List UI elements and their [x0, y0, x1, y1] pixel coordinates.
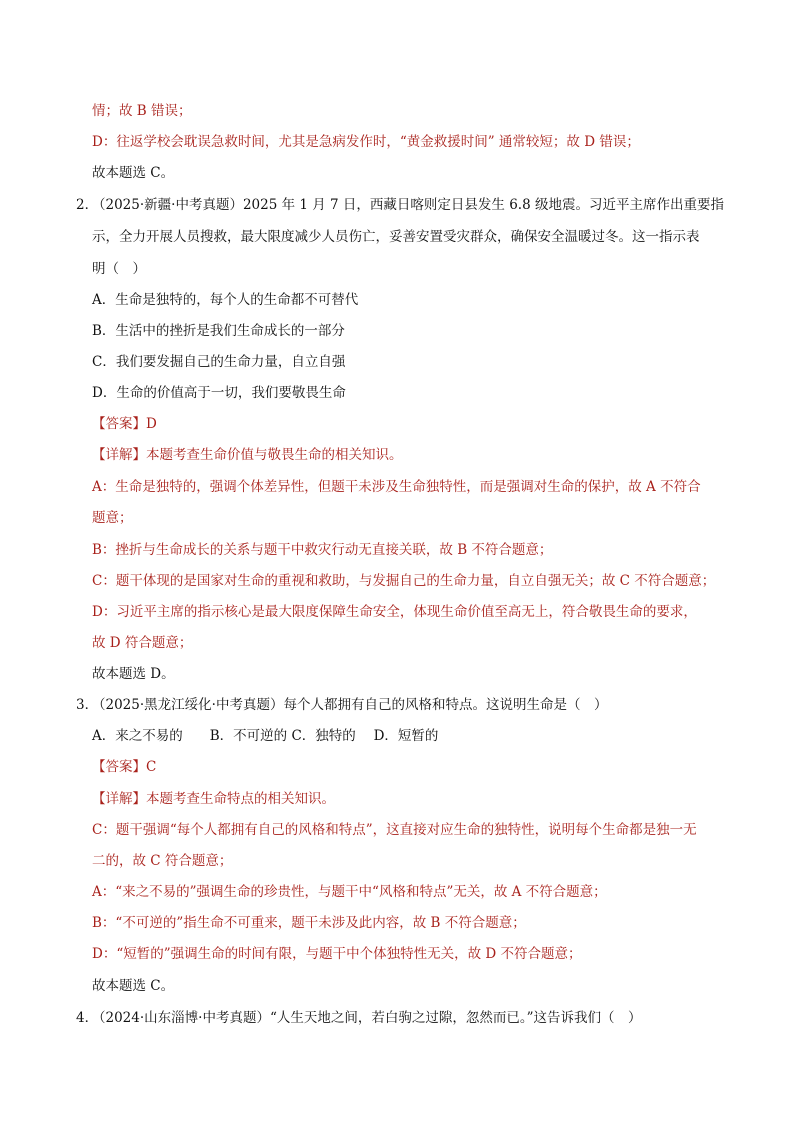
text-line: 故本题选 C。 [92, 165, 175, 181]
text-line: C：题干强调“每个人都拥有自己的风格和特点”，这直接对应生命的独特性，说明每个生命都是独一无 [92, 822, 697, 838]
text-line: D：往返学校会耽误急救时间，尤其是急病发作时，“黄金救援时间” 通常较短；故 D 错误； [92, 134, 640, 150]
text-line: 二的，故 C 符合题意； [92, 853, 233, 869]
text-line: 题意； [92, 510, 133, 526]
option-b: B．生活中的挫折是我们生命成长的一部分 [92, 323, 345, 339]
question-number: 4． [76, 1010, 99, 1026]
text-line: D：“短暂的”强调生命的时间有限，与题干中个体独特性无关，故 D 不符合题意； [92, 946, 582, 962]
question-number: 2． [76, 197, 99, 213]
option-d: D．生命的价值高于一切，我们要敬畏生命 [92, 385, 346, 401]
text-line: 明（ ） [92, 261, 146, 277]
question-stem: （2024·山东淄博·中考真题）“人生天地之间，若白驹之过隙，忽然而已。”这告诉我们（ ） [92, 1010, 642, 1026]
option-c: C．我们要发掘自己的生命力量，自立自强 [92, 354, 346, 370]
question-stem: （2025·新疆·中考真题）2025 年 1 月 7 日，西藏日喀则定日县发生 6.8 级地震。习近平主席作出重要指 [92, 197, 724, 213]
text-line: 故本题选 C。 [92, 978, 175, 994]
answer-label: 【答案】C [92, 759, 157, 775]
text-line: D：习近平主席的指示核心是最大限度保障生命安全，体现生命价值至高无上，符合敬畏生命的要求， [92, 604, 697, 620]
text-line: A：“来之不易的”强调生命的珍贵性，与题干中“风格和特点”无关，故 A 不符合题意； [92, 884, 607, 900]
options-row: A．来之不易的 B．不可逆的 C．独特的 D．短暂的 [92, 728, 439, 744]
explanation-heading: 【详解】本题考查生命特点的相关知识。 [92, 791, 335, 807]
text-line: 故本题选 D。 [92, 666, 175, 682]
text-line: A：生命是独特的，强调个体差异性，但题干未涉及生命独特性，而是强调对生命的保护，故 A 不符合 [92, 479, 701, 495]
text-line: C：题干体现的是国家对生命的重视和救助，与发掘自己的生命力量，自立自强无关；故 C 不符合题意； [92, 573, 716, 589]
text-line: 情；故 B 错误； [92, 103, 192, 119]
answer-label: 【答案】D [92, 416, 157, 432]
question-stem: （2025·黑龙江绥化·中考真题）每个人都拥有自己的风格和特点。这说明生命是（ ） [92, 697, 608, 713]
option-a: A．生命是独特的，每个人的生命都不可替代 [92, 292, 359, 308]
text-line: 故 D 符合题意； [92, 635, 193, 651]
text-line: B：“不可逆的”指生命不可重来，题干未涉及此内容，故 B 不符合题意； [92, 915, 526, 931]
text-line: 示，全力开展人员搜救，最大限度减少人员伤亡，妥善安置受灾群众，确保安全温暖过冬。这一指示表 [92, 229, 700, 245]
explanation-heading: 【详解】本题考查生命价值与敬畏生命的相关知识。 [92, 447, 403, 463]
question-number: 3． [76, 697, 99, 713]
text-line: B：挫折与生命成长的关系与题干中救灾行动无直接关联，故 B 不符合题意； [92, 542, 553, 558]
